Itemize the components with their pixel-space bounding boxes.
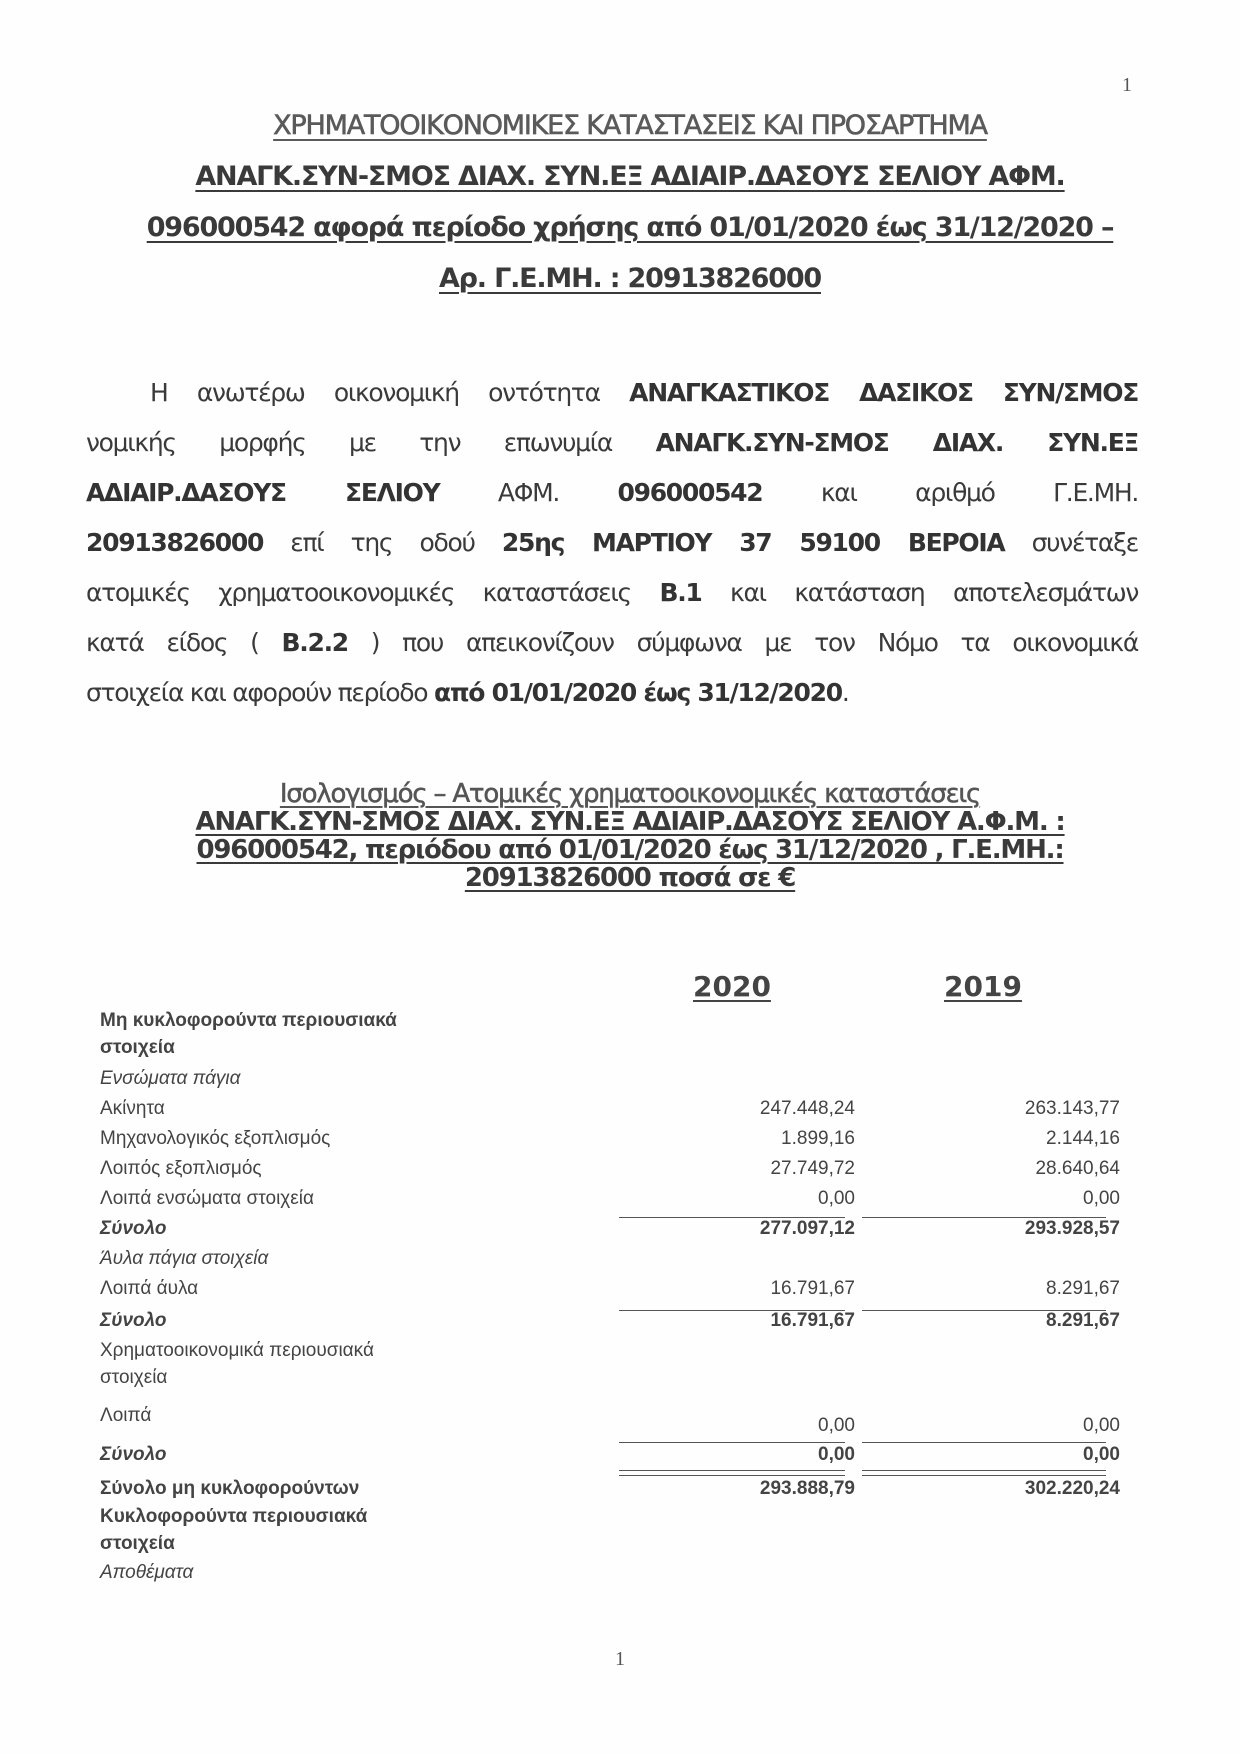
subtotal-rule	[862, 1442, 1106, 1443]
table-row: Χρηματοοικονομικά περιουσιακά	[100, 1340, 374, 1361]
table-row: Σύνολο 0,00 0,00	[100, 1444, 1120, 1465]
table-row: στοιχεία	[100, 1037, 175, 1058]
table-row: Λοιπός εξοπλισμός 27.749,72 28.640,64	[100, 1158, 1120, 1179]
table-row: Άυλα πάγια στοιχεία	[100, 1248, 269, 1269]
table-row: Λοιπά άυλα 16.791,67 8.291,67	[100, 1278, 1120, 1299]
total-double-rule	[862, 1470, 1106, 1476]
bs-title-line-1: Ισολογισμός – Ατομικές χρηματοοικονομικές καταστάσεις	[279, 779, 981, 809]
balance-sheet-title	[60, 780, 1200, 892]
table-row: Λοιπά 0,00 0,00	[100, 1405, 1120, 1436]
table-row: Ενσώματα πάγια	[100, 1068, 241, 1089]
column-header-2020: 2020	[693, 970, 771, 1003]
intro-line-1: Η ανωτέρω οικονομική οντότητα ΑΝΑΓΚΑΣΤΙΚΟΣ ΔΑΣΙΚΟΣ ΣΥΝ/ΣΜΟΣ	[150, 378, 1138, 407]
page-number-top: 1	[1122, 74, 1132, 96]
table-row: Σύνολο 277.097,12 293.928,57	[100, 1218, 1120, 1239]
intro-line-4: 20913826000 επί της οδού 25ης ΜΑΡΤΙΟΥ 37 59100 ΒΕΡΟΙΑ συνέταξε	[86, 528, 1138, 557]
table-row: Μη κυκλοφορούντα περιουσιακά	[100, 1010, 397, 1031]
table-row: Σύνολο 16.791,67 8.291,67	[100, 1310, 1120, 1331]
table-row: στοιχεία	[100, 1367, 168, 1388]
table-row: στοιχεία	[100, 1533, 175, 1554]
title-line-1: ΧΡΗΜΑΤΟΟΙΚΟΝΟΜΙΚΕΣ ΚΑΤΑΣΤΑΣΕΙΣ ΚΑΙ ΠΡΟΣΑΡΤΗΜΑ	[273, 110, 987, 141]
table-row: Αποθέματα	[100, 1562, 194, 1583]
page-number-bottom: 1	[615, 1648, 625, 1670]
title-line-4: Αρ. Γ.Ε.ΜΗ. : 20913826000	[438, 263, 821, 294]
intro-line-7: στοιχεία και αφορούν περίοδο από 01/01/2020 έως 31/12/2020.	[86, 678, 849, 707]
table-row: Ακίνητα 247.448,24 263.143,77	[100, 1098, 1120, 1119]
subtotal-rule	[619, 1442, 845, 1443]
intro-line-2: νομικής μορφής με την επωνυμία ΑΝΑΓΚ.ΣΥΝ-ΣΜΟΣ ΔΙΑΧ. ΣΥΝ.ΕΞ	[86, 428, 1138, 457]
title-line-2: ΑΝΑΓΚ.ΣΥΝ-ΣΜΟΣ ΔΙΑΧ. ΣΥΝ.ΕΞ ΑΔΙΑΙΡ.ΔΑΣΟΥΣ ΣΕΛΙΟΥ ΑΦΜ.	[195, 161, 1065, 192]
intro-line-6: κατά είδος ( Β.2.2 ) που απεικονίζουν σύμφωνα με τον Νόμο τα οικονομικά	[86, 628, 1138, 657]
table-row: Μηχανολογικός εξοπλισμός 1.899,16 2.144,16	[100, 1128, 1120, 1149]
table-row: Λοιπά ενσώματα στοιχεία 0,00 0,00	[100, 1188, 1120, 1209]
document-title	[60, 100, 1200, 304]
intro-paragraph	[86, 368, 1138, 718]
intro-line-5: ατομικές χρηματοοικονομικές καταστάσεις Β.1 και κατάσταση αποτελεσμάτων	[86, 578, 1138, 607]
title-line-3: 096000542 αφορά περίοδο χρήσης από 01/01/2020 έως 31/12/2020 –	[146, 212, 1114, 243]
bs-title-line-2: ΑΝΑΓΚ.ΣΥΝ-ΣΜΟΣ ΔΙΑΧ. ΣΥΝ.ΕΞ ΑΔΙΑΙΡ.ΔΑΣΟΥΣ ΣΕΛΙΟΥ Α.Φ.Μ. :	[195, 807, 1065, 837]
total-double-rule	[619, 1470, 845, 1476]
bs-title-line-3: 096000542, περιόδου από 01/01/2020 έως 31/12/2020 , Γ.Ε.ΜΗ.:	[196, 835, 1064, 865]
intro-line-3: ΑΔΙΑΙΡ.ΔΑΣΟΥΣ ΣΕΛΙΟΥ ΑΦΜ. 096000542 και αριθμό Γ.Ε.ΜΗ.	[86, 478, 1138, 507]
column-header-2019: 2019	[944, 970, 1022, 1003]
table-row: Κυκλοφορούντα περιουσιακά	[100, 1506, 368, 1527]
table-row: Σύνολο μη κυκλοφορούντων 293.888,79 302.220,24	[100, 1478, 1120, 1499]
bs-title-line-4: 20913826000 ποσά σε €	[464, 863, 796, 893]
